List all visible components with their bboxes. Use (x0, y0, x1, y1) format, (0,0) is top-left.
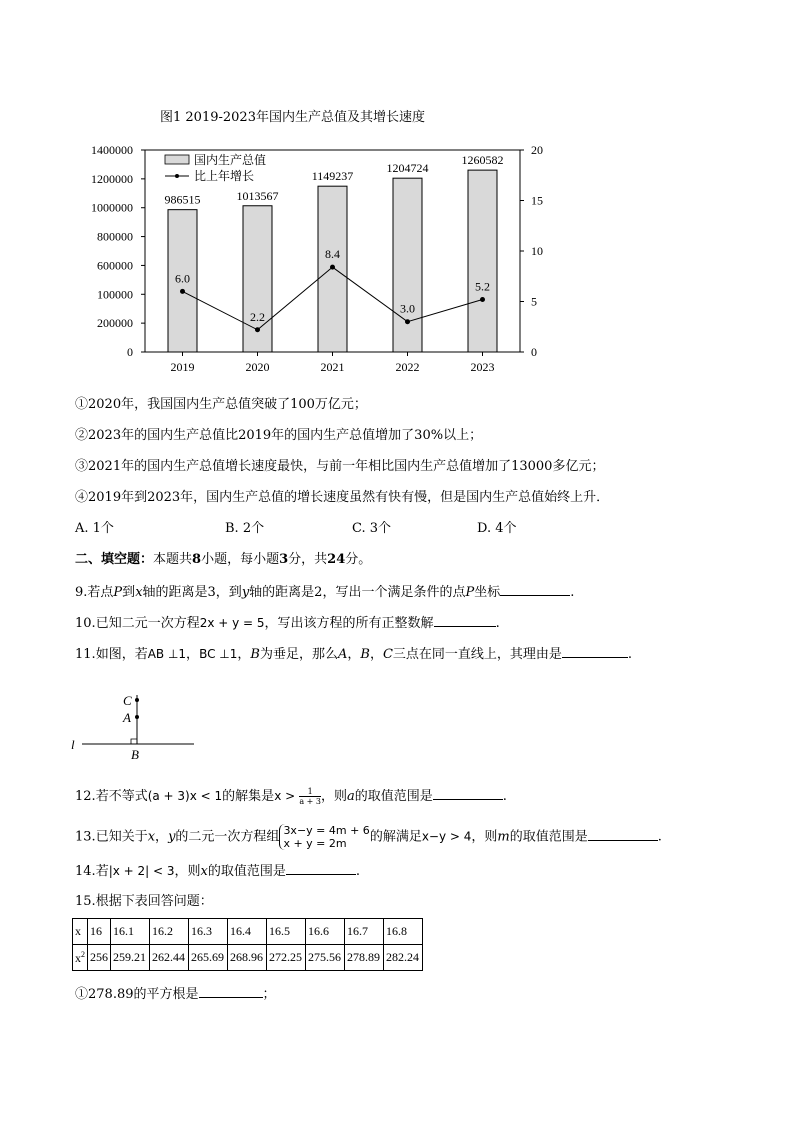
question-15: 15.根据下表回答问题： (75, 894, 213, 909)
growth-point (480, 297, 485, 302)
table-cell: 262.44 (150, 945, 189, 971)
question-9: 9.若点P到x轴的距离是3，到y轴的距离是2，写出一个满足条件的点P坐标 . (75, 585, 575, 600)
right-tick-label: 0 (531, 345, 537, 359)
squares-table (72, 918, 423, 971)
growth-point (330, 265, 335, 270)
bar-value-label: 1204724 (386, 161, 429, 176)
growth-value-label: 3.0 (400, 301, 415, 316)
option-a[interactable]: A. 1个 (75, 521, 114, 536)
answer-blank-14[interactable] (286, 862, 356, 875)
x-tick-label: 2019 (170, 360, 195, 374)
table-cell: x (73, 919, 88, 945)
table-cell: 268.96 (228, 945, 267, 971)
fraction: $\frac{1}{a + 3}$ (299, 787, 321, 806)
growth-value-label: 6.0 (175, 271, 190, 286)
table-cell: 278.89 (345, 945, 384, 971)
table-cell: 16.3 (189, 919, 228, 945)
legend-line-label: 比上年增长 (194, 169, 255, 183)
table-cell: 16.2 (150, 919, 189, 945)
table-cell: 282.24 (384, 945, 423, 971)
growth-value-label: 5.2 (475, 279, 490, 294)
table-cell: 16.1 (111, 919, 150, 945)
growth-point (180, 289, 185, 294)
bar-value-label: 1149237 (311, 169, 354, 184)
answer-blank-10[interactable] (434, 614, 496, 627)
left-tick-label: 1200000 (91, 171, 133, 186)
question-12: 12.若不等式(a + 3)x < 1的解集是x > $\frac{1}{a + 3}$，则a的取值范围是 . (75, 787, 507, 806)
table-cell: 272.25 (267, 945, 306, 971)
x-tick-label: 2022 (395, 360, 420, 374)
equation-system: 3x−y = 4m + 6 x + y = 2m (279, 824, 369, 850)
point-c (135, 698, 139, 702)
question-10: 10.已知二元一次方程2x + y = 5，写出该方程的所有正整数解 . (75, 616, 500, 631)
label-l: l (71, 737, 75, 752)
answer-blank-15[interactable] (199, 985, 263, 998)
chart-title: 图1 2019-2023年国内生产总值及其增长速度 (160, 110, 425, 125)
answer-options (75, 520, 675, 538)
legend-bar-label: 国内生产总值 (194, 153, 267, 167)
growth-point (405, 319, 410, 324)
label-b: B (131, 747, 139, 762)
x-tick-label: 2023 (470, 360, 495, 374)
question-13: 13.已知关于x，y的二元一次方程组 3x−y = 4m + 6 x + y = 2m 的解满足x−y > 4，则m的取值范围是 . (75, 824, 662, 850)
label-a: A (123, 710, 131, 725)
table-row (73, 919, 423, 945)
left-tick-label: 1400000 (91, 143, 133, 157)
growth-point (255, 327, 260, 332)
left-tick-label: 1000000 (91, 200, 133, 215)
table-row (73, 945, 423, 971)
table-cell: 16.7 (345, 919, 384, 945)
table-cell: 16.6 (306, 919, 345, 945)
answer-blank-13[interactable] (588, 828, 658, 841)
option-b[interactable]: B. 2个 (225, 521, 265, 536)
legend-bar-swatch (165, 155, 189, 164)
left-tick-label: 800000 (97, 229, 133, 244)
table-cell: 265.69 (189, 945, 228, 971)
bar-value-label: 1260582 (461, 153, 504, 168)
table-cell: 16 (88, 919, 111, 945)
perpendicular-figure (68, 685, 208, 765)
question-14: 14.若|x + 2| < 3，则x的取值范围是 . (75, 864, 361, 879)
option-d[interactable]: D. 4个 (477, 521, 517, 536)
left-tick-label: 100000 (97, 287, 133, 302)
table-cell: 275.56 (306, 945, 345, 971)
statement-3: ③2021年的国内生产总值增长速度最快，与前一年相比国内生产总值增加了13000多亿元； (75, 459, 605, 474)
right-tick-label: 20 (531, 143, 543, 157)
bar-value-label: 1013567 (236, 188, 279, 203)
statement-1: ①2020年，我国国内生产总值突破了100万亿元； (75, 397, 367, 412)
right-angle-mark (131, 739, 137, 744)
bar (393, 178, 422, 352)
right-tick-label: 10 (531, 244, 543, 258)
section-2-heading: 二、填空题：本题共8小题，每小题3分，共24分。 (75, 552, 372, 567)
table-cell: 16.4 (228, 919, 267, 945)
option-c[interactable]: C. 3个 (352, 521, 392, 536)
answer-blank-12[interactable] (433, 787, 503, 800)
x-tick-label: 2021 (320, 360, 345, 374)
left-tick-label: 600000 (97, 258, 133, 273)
answer-blank-11[interactable] (562, 645, 628, 658)
x-tick-label: 2020 (245, 360, 270, 374)
question-15-part-1: ①278.89的平方根是 ； (75, 987, 276, 1002)
gdp-chart (60, 135, 580, 375)
left-tick-label: 0 (127, 345, 133, 359)
answer-blank-9[interactable] (500, 583, 570, 596)
legend-line-marker (175, 174, 179, 178)
table-cell: 259.21 (111, 945, 150, 971)
table-cell: 256 (88, 945, 111, 971)
bar (468, 170, 497, 352)
statement-4: ④2019年到2023年，国内生产总值的增长速度虽然有快有慢，但是国内生产总值始终上升． (75, 490, 610, 505)
left-tick-label: 200000 (97, 316, 133, 331)
growth-value-label: 2.2 (250, 309, 265, 324)
statement-2: ②2023年的国内生产总值比2019年的国内生产总值增加了30%以上； (75, 428, 483, 443)
bar-value-label: 986515 (164, 192, 201, 207)
growth-value-label: 8.4 (325, 247, 340, 262)
table-cell: 16.5 (267, 919, 306, 945)
question-11: 11.如图，若AB ⊥1，BC ⊥1，B为垂足，那么A，B，C三点在同一直线上，其理由是 . (75, 647, 633, 662)
right-tick-label: 5 (531, 294, 537, 309)
right-tick-label: 15 (531, 193, 543, 208)
point-a (135, 715, 139, 719)
label-c: C (123, 693, 132, 708)
table-cell: 16.8 (384, 919, 423, 945)
table-cell: $x^2$ (73, 945, 88, 971)
